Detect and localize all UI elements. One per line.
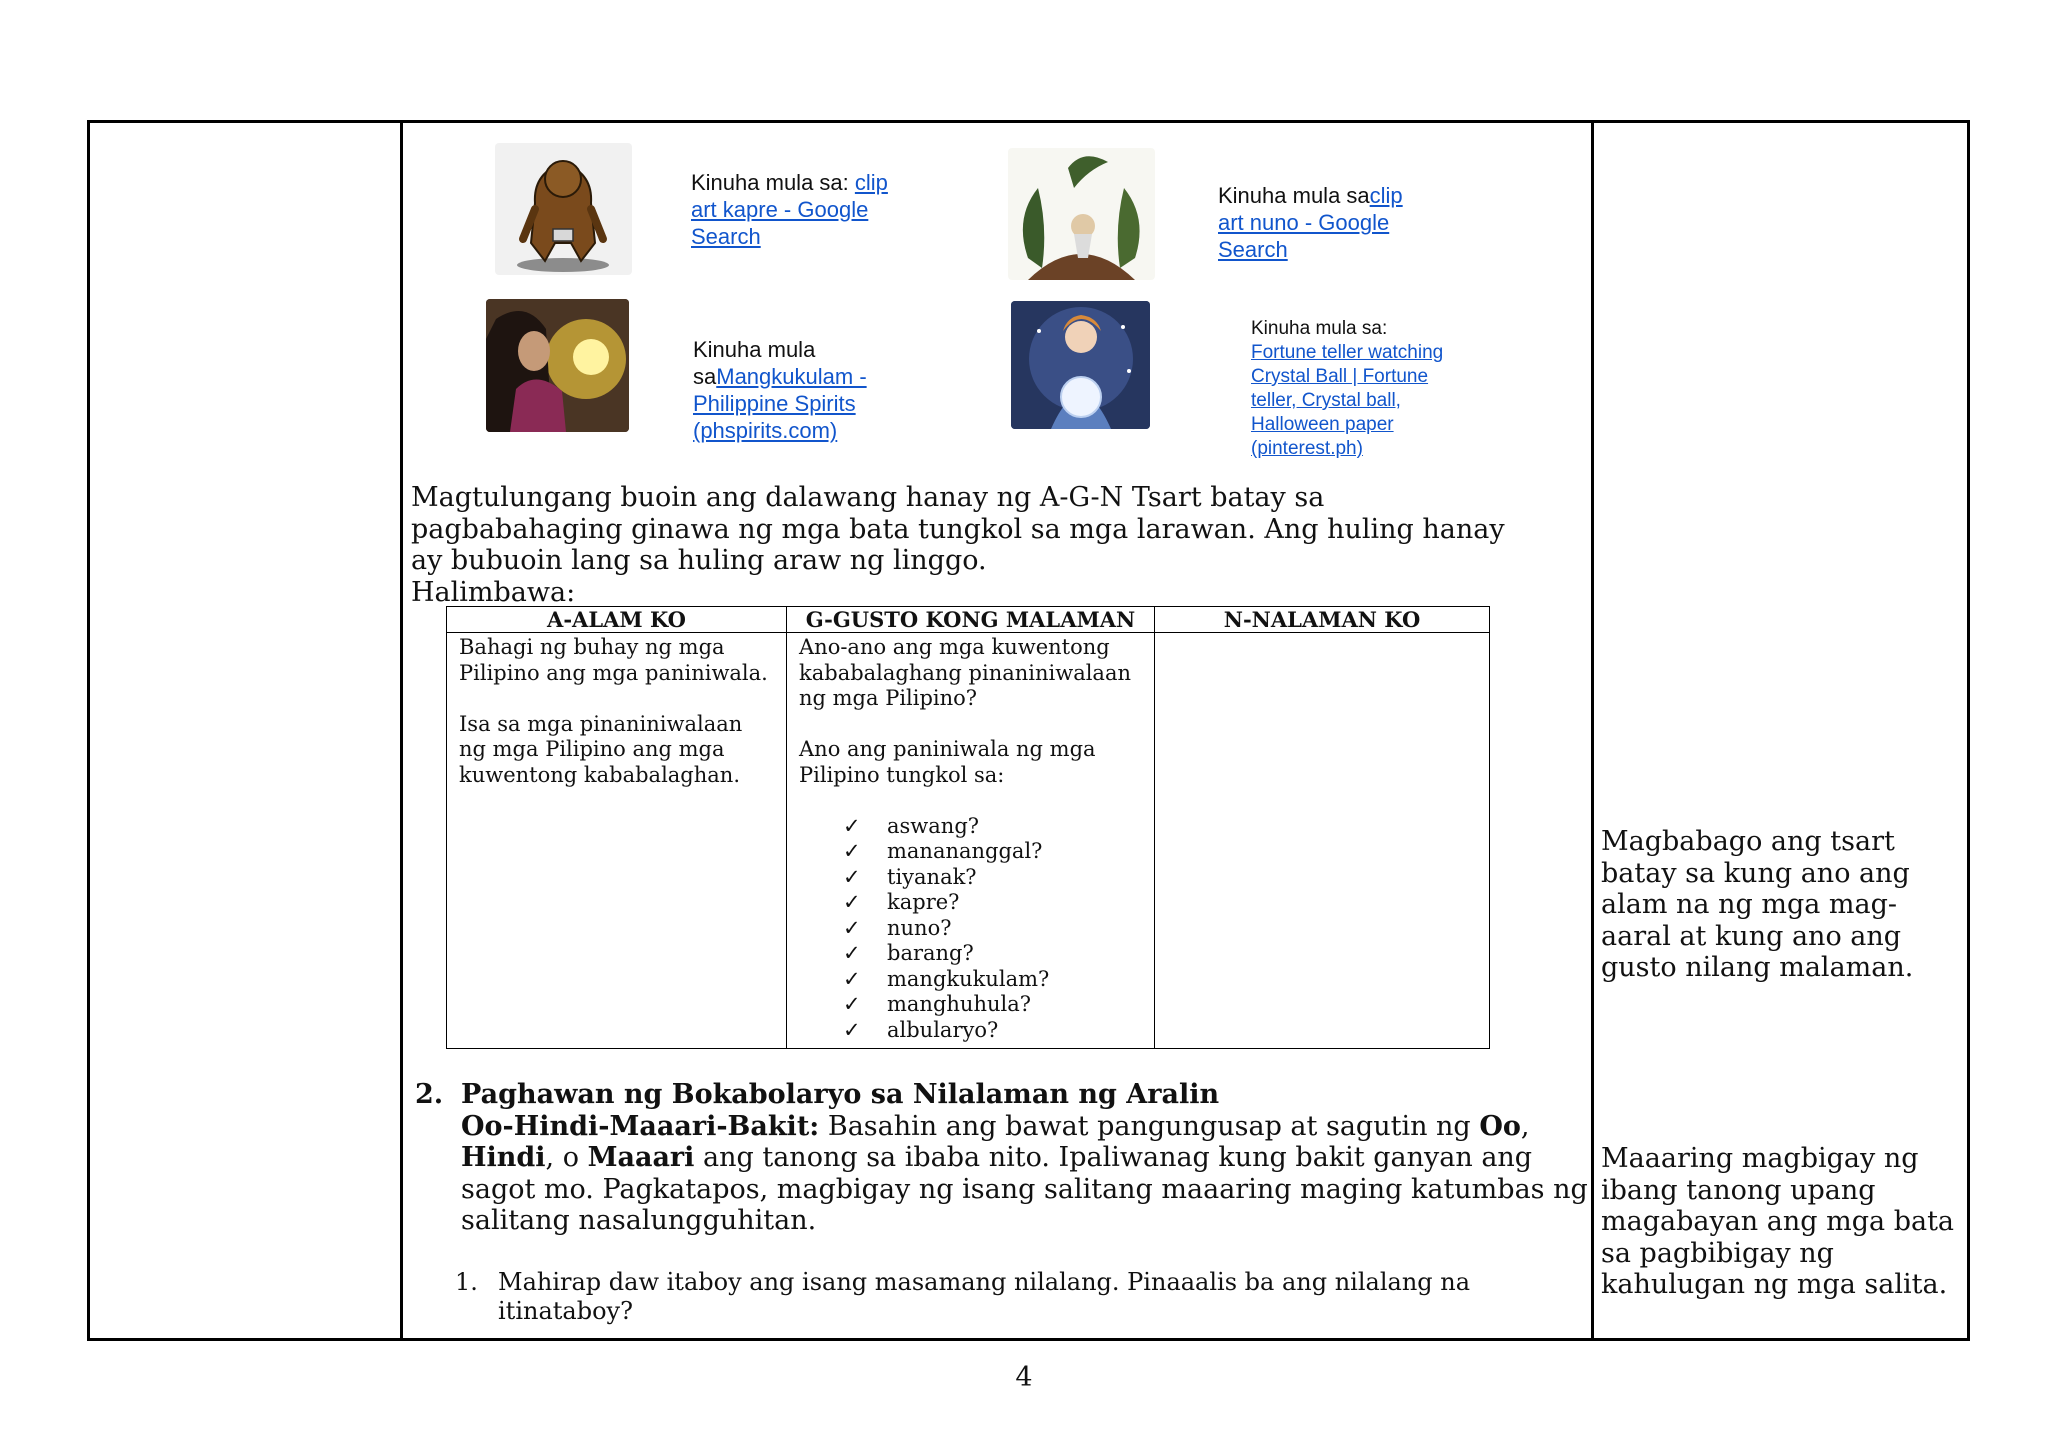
checklist-item: ✓ manghuhula? — [843, 992, 1031, 1016]
check-icon: ✓ — [843, 941, 861, 965]
fortune-teller-image-icon — [1011, 301, 1150, 429]
mangkukulam-image-icon — [486, 299, 629, 432]
kapre-clipart-icon — [495, 143, 632, 275]
teacher-note-questions: Maaaring magbigay ng ibang tanong upang magabayan ang mga bata sa pagbibigay ng kahulugan ng mga salita. — [1601, 1143, 1955, 1300]
check-icon: ✓ — [843, 992, 861, 1016]
agn-header-row — [447, 607, 1490, 633]
checklist-item: ✓ tiyanak? — [843, 864, 977, 889]
cell-gusto-kong-malaman: Ano-ano ang mga kuwentong kababalaghang pinaniniwalaan ng mga Pilipino? Ano ang paniniwala ng mga Pilipino tungkol sa: ✓ aswang? ✓ manananggal? ✓ tiyanak? ✓ kapre? ✓ nuno? ✓ barang? ✓ mangkukulam? ✓ manghuhula? ✓ albularyo? — [787, 633, 1155, 1049]
cell-alam-ko: Bahagi ng buhay ng mga Pilipino ang mga paniniwala. Isa sa mga pinaniniwalaan ng mga Pilipino ang mga kuwentong kababalaghan. — [447, 633, 787, 1049]
check-icon: ✓ — [843, 839, 861, 863]
agn-body-row — [447, 633, 1490, 1049]
check-icon: ✓ — [843, 813, 861, 838]
check-icon: ✓ — [843, 915, 861, 940]
check-icon: ✓ — [843, 864, 861, 889]
instructions-paragraph — [411, 482, 1511, 608]
instructions-text: Magtulungang buoin ang dalawang hanay ng A-G-N Tsart batay sa pagbabahaging ginawa ng mga bata tungkol sa mga larawan. Ang huling hanay ay bubuoin lang sa huling araw ng linggo. — [411, 482, 1505, 576]
checklist-item: ✓ aswang? — [843, 813, 980, 838]
checklist-item: ✓ mangkukulam? — [843, 966, 1050, 991]
question-number: 1. — [455, 1268, 478, 1296]
header-alam-ko: A-ALAM KO — [447, 607, 787, 633]
mangkukulam-caption: Kinuha mula saMangkukulam - Philippine Spirits (phspirits.com) — [693, 337, 867, 443]
column-divider — [400, 123, 403, 1338]
question-item — [455, 1268, 1535, 1326]
checklist-item: ✓ manananggal? — [843, 839, 1043, 863]
checklist-item: ✓ kapre? — [843, 890, 960, 914]
kapre-clipart-image — [495, 143, 632, 275]
checklist-item: ✓ albularyo? — [843, 1017, 999, 1042]
mangkukulam-image — [486, 299, 629, 432]
mangkukulam-source-link[interactable]: Mangkukulam - Philippine Spirits (phspirits.com) — [693, 364, 867, 443]
nuno-caption: Kinuha mula saclip art nuno - Google Search — [1218, 183, 1403, 262]
kapre-caption: Kinuha mula sa: clip art kapre - Google Search — [691, 170, 888, 249]
example-label: Halimbawa: — [411, 576, 576, 608]
nuno-source-link[interactable]: clip art nuno - Google Search — [1218, 183, 1403, 262]
fortune-teller-source-link[interactable]: Fortune teller watching Crystal Ball | Fortune teller, Crystal ball, Halloween paper (pinterest.ph) — [1251, 342, 1444, 459]
fortune-teller-image — [1011, 301, 1150, 429]
page-number: 4 — [1015, 1362, 1033, 1393]
column-divider — [1591, 123, 1594, 1338]
section-instructions: Oo-Hindi-Maaari-Bakit: Basahin ang bawat pangungusap at sagutin ng Oo, Hindi, o Maaari ang tanong sa ibaba nito. Ipaliwanag kung bakit ganyan ang sagot mo. Pagkatapos, magbigay ng isang salitang maaaring maging katumbas ng salitang nasalungguhitan. — [461, 1110, 1588, 1236]
teacher-note-chart: Magbabago ang tsart batay sa kung ano ang alam na ng mga mag-aaral at kung ano ang gusto nilang malaman. — [1601, 826, 1914, 983]
section-number: 2. — [415, 1079, 444, 1110]
nuno-clipart-image — [1008, 148, 1155, 280]
section-2 — [411, 1079, 1591, 1237]
header-nalaman-ko: N-NALAMAN KO — [1155, 607, 1490, 633]
check-icon: ✓ — [843, 1017, 861, 1042]
nuno-clipart-icon — [1008, 148, 1155, 280]
belief-checklist — [799, 814, 1142, 1044]
check-icon: ✓ — [843, 966, 861, 991]
kapre-source-link[interactable]: clip art kapre - Google Search — [691, 170, 888, 249]
checklist-item: ✓ nuno? — [843, 915, 952, 940]
agn-chart-table — [446, 606, 1490, 1049]
fortune-teller-caption: Kinuha mula sa: Fortune teller watching Crystal Ball | Fortune teller, Crystal ball, Halloween paper (pinterest.ph) — [1251, 318, 1444, 459]
check-icon: ✓ — [843, 890, 861, 914]
header-gusto-kong-malaman: G-GUSTO KONG MALAMAN — [787, 607, 1155, 633]
cell-nalaman-ko — [1155, 633, 1490, 1049]
section-heading: Paghawan ng Bokabolaryo sa Nilalaman ng Aralin — [461, 1079, 1220, 1110]
checklist-item: ✓ barang? — [843, 941, 974, 965]
question-text: Mahirap daw itaboy ang isang masamang nilalang. Pinaaalis ba ang nilalang na itinataboy? — [498, 1268, 1471, 1325]
